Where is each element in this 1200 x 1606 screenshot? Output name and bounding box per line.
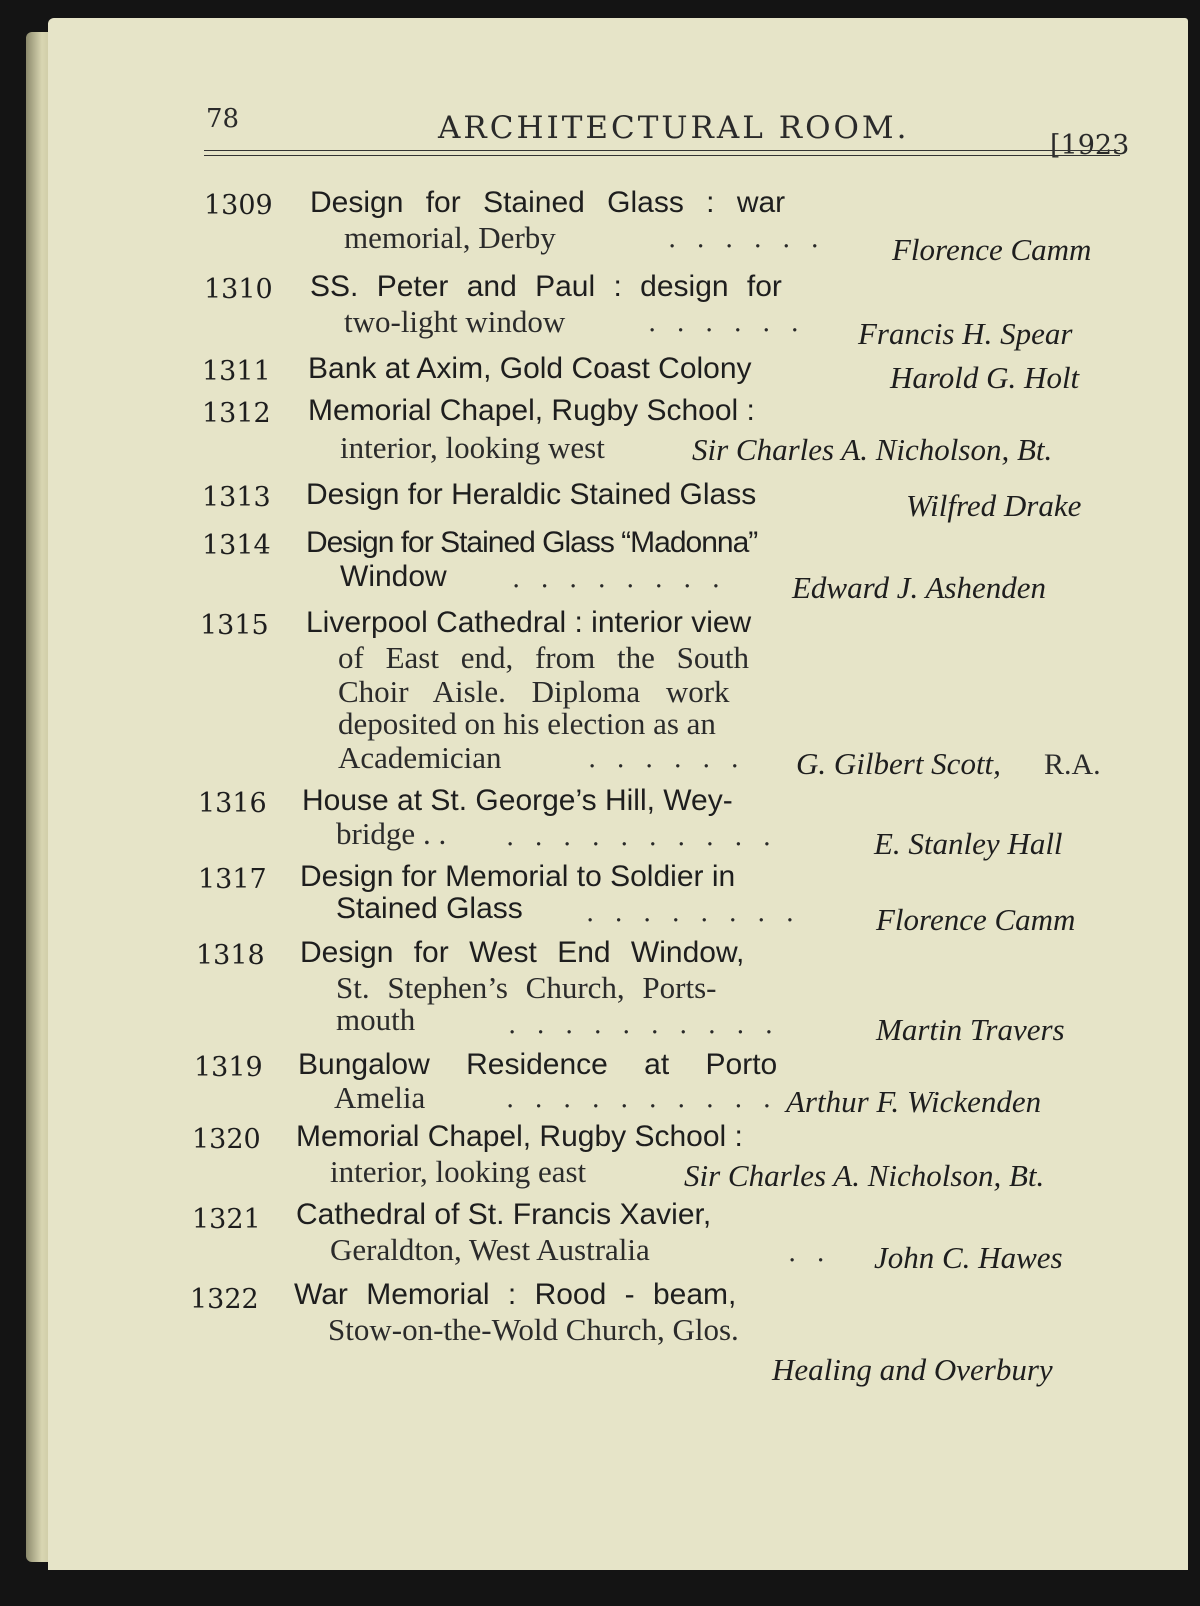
- artist-name: Harold G. Holt: [890, 360, 1080, 395]
- entry-title-continued: memorial, Derby: [344, 220, 556, 255]
- entry-title-continued: St. Stephen’s Church, Ports-: [336, 970, 717, 1005]
- artist-name: Arthur F. Wickenden: [786, 1084, 1042, 1119]
- artist-name: Florence Camm: [876, 902, 1076, 937]
- entry-title-continued: Window: [340, 560, 447, 593]
- entry-title-continued: Stow-on-the-Wold Church, Glos.: [328, 1312, 739, 1347]
- entry-title-continued: interior, looking east: [330, 1154, 587, 1189]
- entry-title: House at St. George’s Hill, Wey-: [302, 784, 733, 817]
- leader-dots: . . . . . .: [588, 744, 745, 774]
- entry-title-continued: bridge . .: [336, 816, 447, 851]
- entry-title: Liverpool Cathedral : interior view: [306, 606, 752, 639]
- artist-name: Healing and Overbury: [772, 1352, 1053, 1387]
- catalogue-number: 1321: [192, 1204, 261, 1235]
- entry-title: Design for Stained Glass “Madonna”: [306, 526, 758, 559]
- catalogue-number: 1315: [200, 610, 269, 641]
- entry-title-continued: interior, looking west: [340, 430, 605, 465]
- entry-title: Bank at Axim, Gold Coast Colony: [308, 352, 752, 385]
- artist-name: Florence Camm: [892, 232, 1092, 267]
- artist-name: E. Stanley Hall: [874, 826, 1063, 861]
- book-page: [48, 18, 1188, 1570]
- catalogue-number: 1310: [204, 274, 273, 305]
- entry-title-continued: deposited on his election as an: [338, 706, 716, 741]
- artist-name: Sir Charles A. Nicholson, Bt.: [684, 1158, 1045, 1193]
- entry-title-continued: Amelia: [334, 1080, 426, 1115]
- leader-dots: . . . . . . . . . .: [506, 1084, 778, 1114]
- leader-dots: . . . . . . . .: [586, 898, 800, 928]
- entry-title: Bungalow Residence at Porto: [298, 1048, 778, 1081]
- header-rule-bottom: [204, 155, 1120, 156]
- entry-title-continued: Stained Glass: [336, 892, 523, 925]
- entry-title: Cathedral of St. Francis Xavier,: [296, 1198, 712, 1231]
- entry-title: War Memorial : Rood - beam,: [294, 1278, 737, 1311]
- leader-dots: . . . . . . . .: [512, 564, 726, 594]
- entry-title-continued: Academician: [338, 740, 502, 775]
- entry-title: Design for Memorial to Soldier in: [300, 860, 736, 893]
- catalogue-number: 1320: [192, 1124, 261, 1155]
- artist-honour: R.A.: [1044, 748, 1101, 781]
- entry-title: Design for Heraldic Stained Glass: [306, 478, 757, 511]
- artist-name: Martin Travers: [876, 1012, 1065, 1047]
- header-rule-top: [204, 150, 1120, 151]
- catalogue-number: 1314: [202, 530, 271, 561]
- artist-name: G. Gilbert Scott,: [796, 746, 1001, 781]
- entry-title: SS. Peter and Paul : design for: [310, 270, 782, 303]
- leader-dots: . . . . . . . . . .: [508, 1010, 780, 1040]
- catalogue-number: 1322: [190, 1284, 259, 1315]
- entry-title: Memorial Chapel, Rugby School :: [308, 394, 755, 427]
- artist-name: John C. Hawes: [874, 1240, 1063, 1275]
- entry-title-continued: mouth: [336, 1002, 416, 1037]
- leader-dots: . . . . . .: [648, 308, 805, 338]
- leader-dots: . .: [788, 1238, 831, 1268]
- catalogue-number: 1312: [202, 398, 271, 429]
- catalogue-number: 1313: [202, 482, 271, 513]
- entry-title-continued: Geraldton, West Australia: [330, 1232, 650, 1267]
- entry-title-continued: Choir Aisle. Diploma work: [338, 674, 730, 709]
- leader-dots: . . . . . .: [668, 224, 825, 254]
- artist-name: Francis H. Spear: [858, 316, 1073, 351]
- catalogue-number: 1316: [198, 788, 267, 819]
- catalogue-number: 1309: [204, 190, 273, 221]
- entry-title: Design for Stained Glass : war: [310, 186, 786, 219]
- running-title: ARCHITECTURAL ROOM.: [438, 110, 910, 146]
- artist-name: Edward J. Ashenden: [792, 570, 1046, 605]
- leader-dots: . . . . . . . . . .: [506, 822, 778, 852]
- artist-name: Sir Charles A. Nicholson, Bt.: [692, 432, 1053, 467]
- entry-title-continued: of East end, from the South: [338, 640, 749, 675]
- entry-title: Design for West End Window,: [300, 936, 745, 969]
- catalogue-number: 1318: [196, 940, 265, 971]
- year-marker: [1923: [1050, 130, 1130, 161]
- entry-title: Memorial Chapel, Rugby School :: [296, 1120, 743, 1153]
- catalogue-number: 1319: [194, 1052, 263, 1083]
- catalogue-number: 1311: [202, 356, 271, 387]
- page-number: 78: [206, 104, 240, 134]
- entry-title-continued: two-light window: [344, 304, 566, 339]
- artist-name: Wilfred Drake: [906, 488, 1082, 523]
- catalogue-number: 1317: [198, 864, 267, 895]
